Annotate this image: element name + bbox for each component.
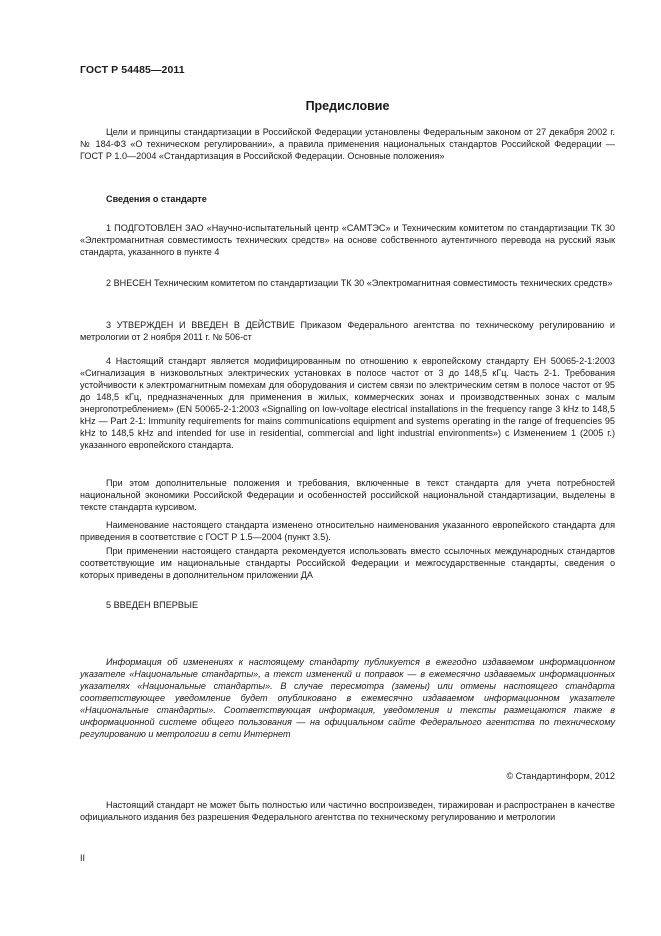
- document-code: ГОСТ Р 54485—2011: [80, 64, 185, 76]
- item-4-title-change-paragraph: Наименование настоящего стандарта изменено относительно наименования указанного европейского стандарта для приведения в соответствие с ГОСТ Р 1.5—2004 (пункт 3.5).: [80, 520, 615, 542]
- item-4-additions-paragraph: При этом дополнительные положения и требования, включенные в текст стандарта для учета потребностей национальной экономики Российской Федерации и особенностей российской национальной стандартизации, выделены в тексте стандарта курсивом.: [80, 478, 615, 512]
- reproduction-notice-paragraph: Настоящий стандарт не может быть полностью или частично воспроизведен, тиражирован и распространен в качестве официального издания без разрешения Федерального агентства по техническому регулированию и метрологии: [80, 800, 615, 822]
- intro-paragraph: Цели и принципы стандартизации в Российской Федерации установлены Федеральным законом от 27 декабря 2002 г. № 184-ФЗ «О техническом регулировании», а правила применения национальных стандартов Российской Федерации — ГОСТ Р 1.0—2004 «Стандартизация в Российской Федерации. Основные положения»: [80, 127, 615, 161]
- item-3-paragraph: 3 УТВЕРЖДЕН И ВВЕДЕН В ДЕЙСТВИЕ Приказом Федерального агентства по техническому регулированию и метрологии от 2 ноября 2011 г. № 506-ст: [80, 320, 615, 342]
- section-heading: Сведения о стандарте: [106, 194, 207, 204]
- item-4-paragraph: 4 Настоящий стандарт является модифицированным по отношению к европейскому стандарту ЕН 50065-2-1:2003 «Сигнализация в низковольтных электрических установках в полосе частот от 3 до 148,5 кГц. Часть 2-1. Требования устойчивости к электромагнитным помехам для оборудования и систем связи по электрическим сетям в полосе частот от 95 до 148,5 кГц, предназначенных для применения в жилых, коммерческих зонах и производственных зонах с малым энергопотреблением» (EN 50065-2-1:2003 «Signalling on low-voltage electrical installations in the frequency range 3 kHz to 148,5 kHz — Part 2-1: Immunity requirements for mains communications equipment and systems operating in the range of frequencies 95 kHz to 148,5 kHz and intended for use in residential, commercial and light industrial environments») с Изменением 1 (2005 г.) указанного европейского стандарта.: [80, 356, 615, 450]
- info-notice-paragraph: Информация об изменениях к настоящему стандарту публикуется в ежегодно издаваемом информационном указателе «Национальные стандарты», а текст изменений и поправок — в ежемесячно издаваемых информационных указателях «Национальные стандарты». В случае пересмотра (замены) или отмены настоящего стандарта соответствующее уведомление будет опубликовано в ежемесячно издаваемом информационном указателе «Национальные стандарты». Соответствующая информация, уведомления и тексты размещаются также в информационной системе общего пользования — на официальном сайте Федерального агентства по техническому регулированию и метрологии в сети Интернет: [80, 657, 615, 739]
- page-number: II: [80, 853, 86, 863]
- copyright-line: © Стандартинформ, 2012: [506, 771, 615, 781]
- item-2-paragraph: 2 ВНЕСЕН Техническим комитетом по стандартизации ТК 30 «Электромагнитная совместимость технических средств»: [106, 278, 613, 288]
- item-1-paragraph: 1 ПОДГОТОВЛЕН ЗАО «Научно-испытательный центр «САМТЭС» и Техническим комитетом по стандартизации ТК 30 «Электромагнитная совместимость технических средств» на основе собственного аутентичного перевода на русский язык стандарта, указанного в пункте 4: [80, 223, 615, 257]
- item-4-references-paragraph: При применении настоящего стандарта рекомендуется использовать вместо ссылочных международных стандартов соответствующие им национальные стандарты Российской Федерации и межгосударственные стандарты, сведения о которых приведены в дополнительном приложении ДА: [80, 546, 615, 580]
- page-title: Предисловие: [305, 99, 390, 113]
- item-5-paragraph: 5 ВВЕДЕН ВПЕРВЫЕ: [106, 600, 199, 610]
